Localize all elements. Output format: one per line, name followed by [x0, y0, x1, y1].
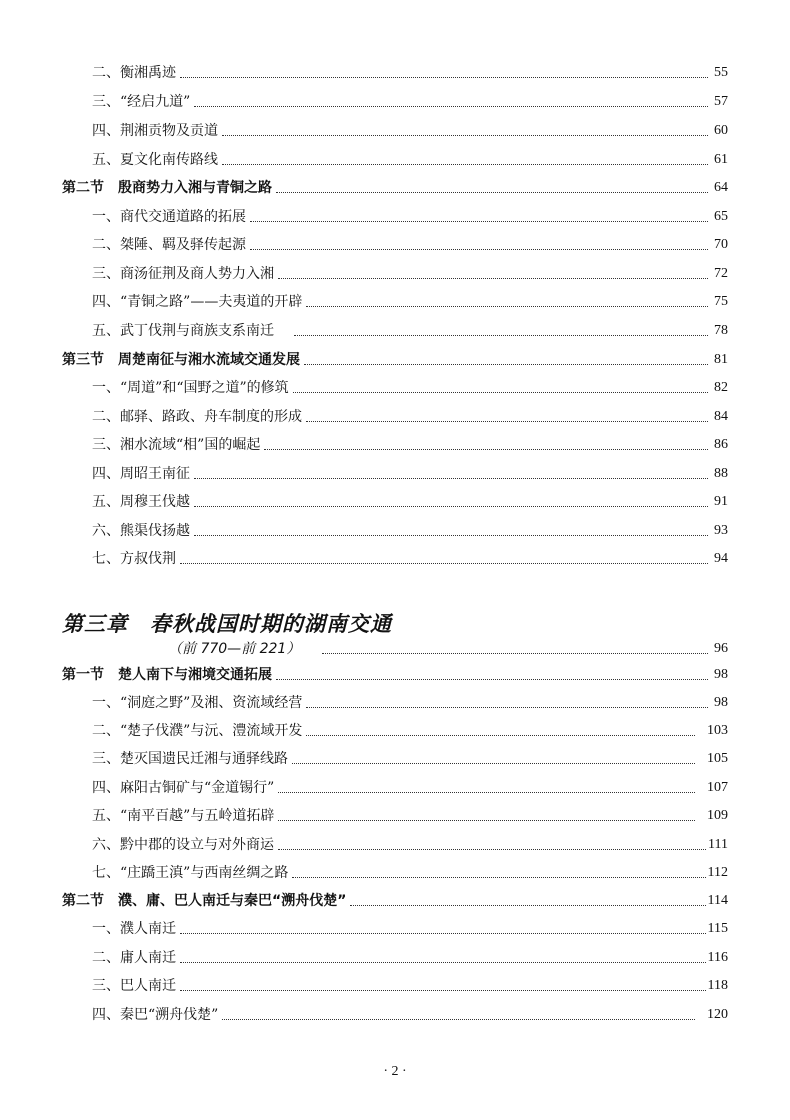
toc-entry-page: 61	[714, 152, 728, 167]
toc-entry-title: 五、夏文化南传路线	[92, 152, 218, 168]
toc-entry-title: 四、荆湘贡物及贡道	[92, 123, 218, 139]
dot-leader	[278, 278, 708, 279]
toc-entry	[0, 971, 790, 997]
toc-entry-page: 94	[714, 551, 728, 566]
dot-leader	[194, 106, 708, 107]
toc-entry-title: 四、麻阳古铜矿与“金道锡行”	[92, 780, 275, 796]
dot-leader	[276, 679, 708, 680]
toc-entry	[0, 230, 790, 256]
dot-leader	[304, 364, 708, 365]
toc-entry-page: 70	[714, 237, 728, 252]
toc-entry	[0, 116, 790, 142]
toc-entry-title: 三、湘水流域“相”国的崛起	[92, 437, 261, 453]
dot-leader	[222, 1019, 695, 1020]
section-title: 第一节 楚人南下与湘境交通拓展	[62, 667, 272, 683]
toc-entry-title: 一、商代交通道路的拓展	[92, 209, 246, 225]
section-title: 第二节 濮、庸、巴人南迁与秦巴“溯舟伐楚”	[62, 893, 347, 909]
dot-leader	[180, 990, 706, 991]
dot-leader	[194, 535, 708, 536]
section-page: 81	[714, 352, 728, 367]
toc-entry	[0, 544, 790, 570]
toc-entry-page: 105	[707, 751, 728, 766]
toc-entry	[0, 58, 790, 84]
chapter-range-row	[0, 634, 790, 660]
toc-entry-page: 118	[707, 978, 728, 993]
dot-leader	[276, 192, 708, 193]
toc-entry	[0, 943, 790, 969]
toc-entry-title: 一、濮人南迁	[92, 921, 176, 937]
toc-entry-page: 91	[714, 494, 728, 509]
toc-entry-title: 五、周穆王伐越	[92, 494, 190, 510]
toc-entry	[0, 858, 790, 884]
toc-section-heading	[0, 345, 790, 371]
dot-leader	[293, 392, 708, 393]
toc-entry-page: 103	[707, 723, 728, 738]
dot-leader	[292, 877, 705, 878]
toc-entry-page: 116	[707, 950, 728, 965]
dot-leader	[350, 905, 705, 906]
toc-entry	[0, 688, 790, 714]
dot-leader	[194, 506, 708, 507]
toc-entry-page: 111	[708, 837, 728, 852]
toc-entry	[0, 402, 790, 428]
toc-entry-page: 57	[714, 94, 728, 109]
toc-entry-page: 84	[714, 409, 728, 424]
toc-entry-page: 55	[714, 65, 728, 80]
toc-entry	[0, 830, 790, 856]
toc-entry-title: 二、衡湘禹迹	[92, 65, 176, 81]
toc-entry	[0, 801, 790, 827]
toc-entry-page: 115	[707, 921, 728, 936]
dot-leader	[306, 735, 695, 736]
toc-entry-title: 四、秦巴“溯舟伐楚”	[92, 1007, 219, 1023]
chapter-label: 第三章	[62, 612, 128, 636]
toc-entry-title: 二、桀陲、羁及驿传起源	[92, 237, 246, 253]
toc-entry	[0, 430, 790, 456]
dot-leader	[264, 449, 708, 450]
chapter-page: 96	[714, 641, 728, 656]
toc-entry-title: 一、“周道”和“国野之道”的修筑	[92, 380, 289, 396]
toc-entry	[0, 744, 790, 770]
toc-entry-title: 三、“经启九道”	[92, 94, 191, 110]
toc-entry-title: 三、巴人南迁	[92, 978, 176, 994]
dot-leader	[278, 820, 695, 821]
section-page: 98	[714, 667, 728, 682]
toc-entry-title: 五、“南平百越”与五岭道拓辟	[92, 808, 275, 824]
dot-leader	[278, 849, 706, 850]
dot-leader	[180, 962, 706, 963]
dot-leader	[294, 335, 708, 336]
toc-entry	[0, 716, 790, 742]
toc-entry-page: 75	[714, 294, 728, 309]
chapter-title: 春秋战国时期的湖南交通	[150, 612, 392, 636]
toc-entry	[0, 145, 790, 171]
toc-entry-title: 四、周昭王南征	[92, 466, 190, 482]
page-number: · 2 ·	[383, 1064, 407, 1079]
toc-entry-title: 二、“楚子伐濮”与沅、澧流域开发	[92, 723, 303, 739]
toc-entry-page: 107	[707, 780, 728, 795]
toc-entry-page: 98	[714, 695, 728, 710]
toc-entry-title: 六、黔中郡的设立与对外商运	[92, 837, 274, 853]
toc-entry-title: 六、熊渠伐扬越	[92, 523, 190, 539]
toc-entry-title: 二、庸人南迁	[92, 950, 176, 966]
toc-entry-page: 86	[714, 437, 728, 452]
section-title: 第三节 周楚南征与湘水流域交通发展	[62, 352, 300, 368]
dot-leader	[180, 563, 708, 564]
dot-leader	[306, 707, 708, 708]
dot-leader	[306, 421, 708, 422]
dot-leader	[322, 653, 708, 654]
toc-entry-title: 七、“庄蹻王滇”与西南丝绸之路	[92, 865, 289, 881]
toc-entry-title: 五、武丁伐荆与商族支系南迁	[92, 323, 274, 339]
dot-leader	[180, 933, 706, 934]
toc-entry-page: 60	[714, 123, 728, 138]
section-page: 64	[714, 180, 728, 195]
toc-entry-page: 82	[714, 380, 728, 395]
toc-entry	[0, 773, 790, 799]
toc-entry-page: 72	[714, 266, 728, 281]
toc-entry	[0, 373, 790, 399]
toc-entry	[0, 259, 790, 285]
dot-leader	[222, 135, 708, 136]
dot-leader	[250, 221, 708, 222]
dot-leader	[306, 306, 708, 307]
toc-entry-title: 四、“青铜之路”——夫夷道的开辟	[92, 294, 303, 310]
toc-entry	[0, 316, 790, 342]
toc-entry	[0, 202, 790, 228]
toc-entry-page: 109	[707, 808, 728, 823]
toc-entry-title: 三、楚灭国遗民迁湘与通驿线路	[92, 751, 288, 767]
dot-leader	[278, 792, 695, 793]
toc-entry-page: 120	[707, 1007, 728, 1022]
toc-entry	[0, 287, 790, 313]
toc-entry	[0, 459, 790, 485]
toc-entry-page: 78	[714, 323, 728, 338]
toc-entry	[0, 487, 790, 513]
toc-entry-page: 93	[714, 523, 728, 538]
toc-section-heading	[0, 660, 790, 686]
toc-entry	[0, 914, 790, 940]
section-page: 114	[707, 893, 728, 908]
toc-entry-page: 88	[714, 466, 728, 481]
toc-entry-title: 一、“洞庭之野”及湘、资流域经营	[92, 695, 303, 711]
toc-section-heading	[0, 886, 790, 912]
toc-entry-title: 七、方叔伐荆	[92, 551, 176, 567]
dot-leader	[180, 77, 708, 78]
toc-entry-title: 二、邮驿、路政、舟车制度的形成	[92, 409, 302, 425]
dot-leader	[250, 249, 708, 250]
toc-entry-page: 65	[714, 209, 728, 224]
dot-leader	[292, 763, 695, 764]
toc-entry-title: 三、商汤征荆及商人势力入湘	[92, 266, 274, 282]
toc-section-heading	[0, 173, 790, 199]
dot-leader	[222, 164, 708, 165]
chapter-date-range: （前 770—前 221）	[168, 641, 301, 657]
toc-entry	[0, 87, 790, 113]
section-title: 第二节 殷商势力入湘与青铜之路	[62, 180, 272, 196]
toc-entry	[0, 1000, 790, 1026]
toc-entry-page: 112	[707, 865, 728, 880]
dot-leader	[194, 478, 708, 479]
toc-entry	[0, 516, 790, 542]
